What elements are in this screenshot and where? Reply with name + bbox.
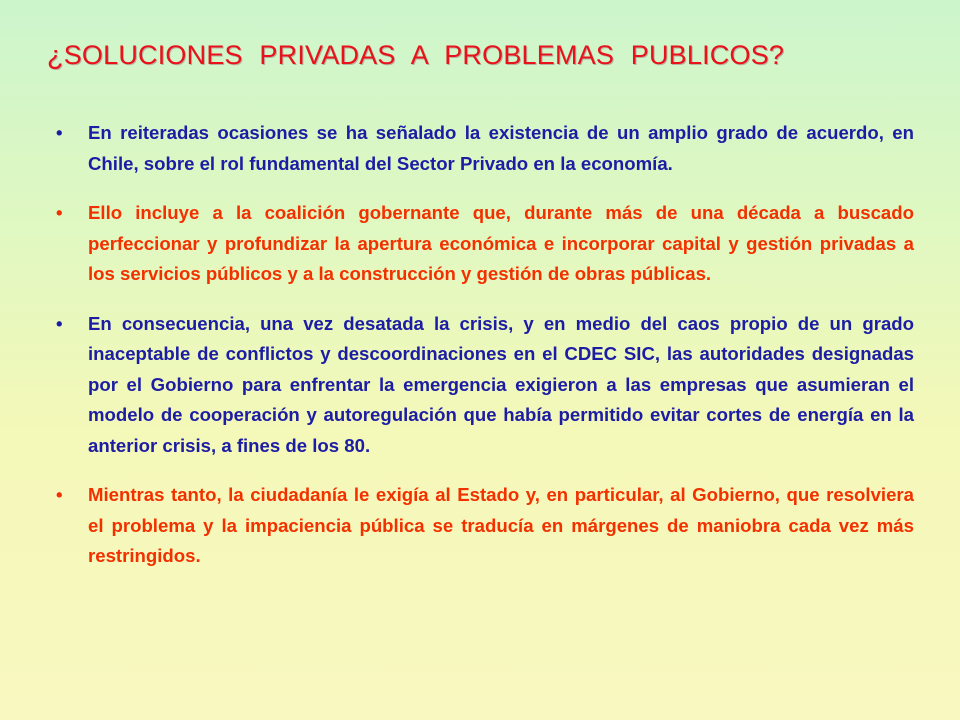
bullet-marker: •: [56, 312, 63, 334]
slide-title: ¿SOLUCIONES PRIVADAS A PROBLEMAS PUBLICOS?: [47, 40, 785, 70]
bullet-marker: •: [56, 484, 63, 505]
bullet-text: En reiteradas ocasiones se ha señalado la existencia de un amplio grado de acuerdo, en Chile, sobre el rol fundamental del Sector Privado en la economía.: [88, 122, 914, 174]
bullet-list: [56, 118, 914, 591]
bullet-item: [56, 118, 914, 179]
bullet-marker: •: [56, 122, 63, 143]
bullet-text: Mientras tanto, la ciudadanía le exigía al Estado y, en particular, al Gobierno, que resolviera el problema y la impaciencia pública se traducía en márgenes de maniobra cada vez más restringidos.: [88, 484, 914, 566]
bullet-item: [56, 309, 914, 462]
bullet-text: Ello incluye a la coalición gobernante que, durante más de una década a buscado perfeccionar y profundizar la apertura económica e incorporar capital y gestión privadas a los servicios públicos y a la construcción y gestión de obras públicas.: [88, 202, 914, 284]
bullet-text: En consecuencia, una vez desatada la crisis, y en medio del caos propio de un grado inaceptable de conflictos y descoordinaciones en el CDEC SIC, las autoridades designadas por el Gobierno para enfrentar la emergencia exigieron a las empresas que asumieran el modelo de cooperación y autoregulación que había permitido evitar cortes de energía en la anterior crisis, a fines de los 80.: [88, 312, 914, 456]
bullet-item: [56, 198, 914, 290]
bullet-item: [56, 480, 914, 572]
bullet-marker: •: [56, 202, 63, 223]
